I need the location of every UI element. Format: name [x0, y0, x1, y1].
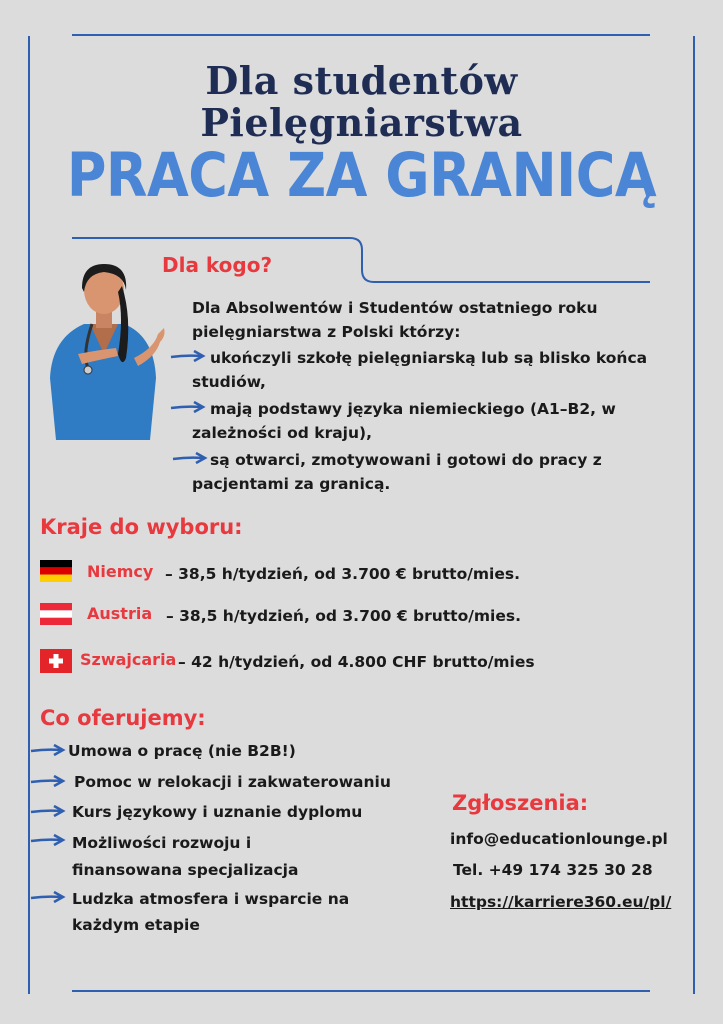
country-details: – 38,5 h/tydzień, od 3.700 € brutto/mies. [166, 607, 521, 625]
contact-email[interactable]: info@educationlounge.pl [450, 830, 668, 848]
headline: PRACA ZA GRANICĄ [66, 140, 657, 211]
germany-flag-icon [40, 560, 72, 582]
frame-bottom-line [72, 990, 650, 992]
switzerland-flag-icon [40, 649, 72, 673]
countries-title: Kraje do wyboru: [40, 515, 243, 539]
arrow-icon [30, 890, 66, 904]
contact-phone[interactable]: Tel. +49 174 325 30 28 [453, 861, 653, 879]
frame-top-line [72, 34, 650, 36]
who-intro: Dla Absolwentów i Studentów ostatniego roku pielęgniarstwa z Polski którzy: [192, 299, 598, 341]
arrow-icon [30, 804, 66, 818]
nurse-illustration [38, 258, 170, 440]
contact-title: Zgłoszenia: [452, 791, 589, 815]
offer-item: Pomoc w relokacji i zakwaterowaniu [74, 773, 391, 791]
who-title: Dla kogo? [162, 253, 273, 277]
offer-item: Możliwości rozwoju i finansowana specjalizacja [72, 834, 299, 879]
title-line-2: Pielęgniarstwa [200, 100, 523, 145]
country-name: Austria [87, 604, 153, 623]
offer-item: Kurs językowy i uznanie dyplomu [72, 803, 363, 821]
country-details: – 38,5 h/tydzień, od 3.700 € brutto/mies. [165, 565, 520, 583]
contact-link[interactable]: https://karriere360.eu/pl/ [450, 893, 672, 911]
offer-item: Umowa o pracę (nie B2B!) [68, 742, 296, 760]
title-line-1: Dla studentów [205, 58, 518, 103]
country-name: Szwajcaria [80, 650, 177, 669]
arrow-icon [30, 774, 66, 788]
arrow-icon [30, 743, 66, 757]
who-item-1: ukończyli szkołę pielęgniarską lub są blisko końca studiów, [192, 349, 648, 391]
who-item-3: są otwarci, zmotywowani i gotowi do pracy z pacjentami za granicą. [192, 451, 602, 493]
arrow-icon [30, 833, 66, 847]
who-item-2: mają podstawy języka niemieckiego (A1–B2, w zależności od kraju), [192, 400, 616, 442]
offer-item: Ludzka atmosfera i wsparcie na każdym etapie [72, 890, 350, 934]
austria-flag-icon [40, 603, 72, 625]
country-details: – 42 h/tydzień, od 4.800 CHF brutto/mies [178, 653, 535, 671]
country-name: Niemcy [87, 562, 154, 581]
offer-title: Co oferujemy: [40, 706, 206, 730]
